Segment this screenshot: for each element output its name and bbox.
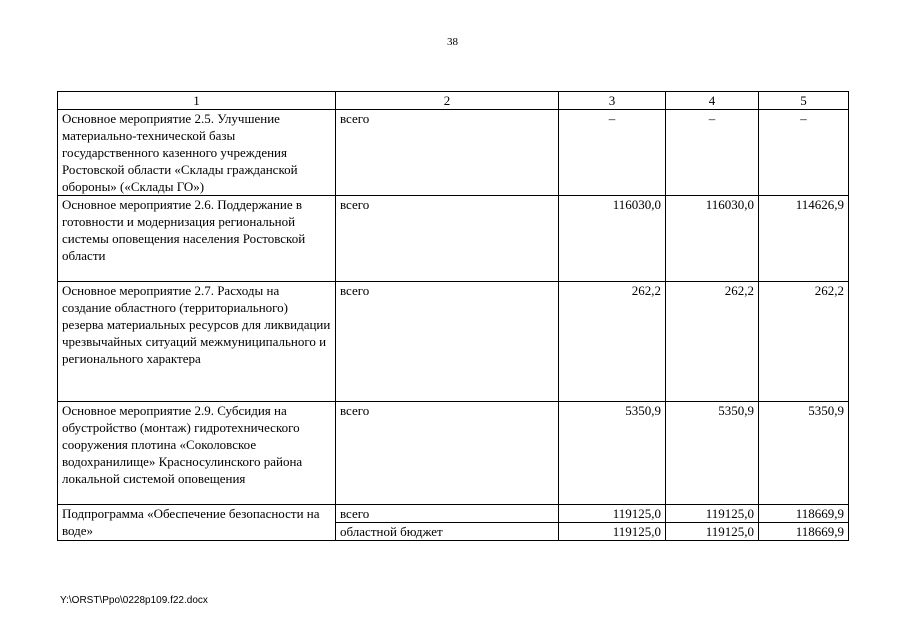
funding-source-cell: всего xyxy=(336,196,559,282)
table-row xyxy=(58,110,849,196)
activity-name-cell: Основное мероприятие 2.9. Субсидия на обустройство (монтаж) гидротехнического сооружения плотина «Соколовское водохранилище» Красносулинского района локальной системой оповещения xyxy=(58,402,336,505)
value-cell-col5: 262,2 xyxy=(759,282,849,402)
activity-name-cell: Подпрограмма «Обеспечение безопасности на воде» xyxy=(58,505,336,541)
funding-source-cell: всего xyxy=(336,282,559,402)
value-cell-col3: 119125,0 xyxy=(559,523,666,541)
table-row xyxy=(58,402,849,505)
column-header-3: 3 xyxy=(559,92,666,110)
column-header-4: 4 xyxy=(666,92,759,110)
activity-name-cell: Основное мероприятие 2.5. Улучшение материально-технической базы государственного казенного учреждения Ростовской области «Склады гражданской обороны» («Склады ГО») xyxy=(58,110,336,196)
page-number: 38 xyxy=(447,36,458,48)
column-header-2: 2 xyxy=(336,92,559,110)
activity-name-cell: Основное мероприятие 2.7. Расходы на создание областного (территориального) резерва материальных ресурсов для ликвидации чрезвычайных ситуаций межмуниципального и регионального характера xyxy=(58,282,336,402)
funding-source-cell: областной бюджет xyxy=(336,523,559,541)
value-cell-col5: 5350,9 xyxy=(759,402,849,505)
value-cell-col3: 5350,9 xyxy=(559,402,666,505)
value-cell-col5: 114626,9 xyxy=(759,196,849,282)
funding-source-cell: всего xyxy=(336,505,559,523)
table-row xyxy=(58,505,849,523)
value-cell-col3: – xyxy=(559,110,666,196)
value-cell-col3: 119125,0 xyxy=(559,505,666,523)
value-cell-col4: 5350,9 xyxy=(666,402,759,505)
funding-source-cell: всего xyxy=(336,402,559,505)
budget-table xyxy=(57,91,849,541)
document-file-path: Y:\ORST\Ppo\0228p109.f22.docx xyxy=(60,595,208,606)
value-cell-col4: 262,2 xyxy=(666,282,759,402)
value-cell-col3: 262,2 xyxy=(559,282,666,402)
activity-name-cell: Основное мероприятие 2.6. Поддержание в готовности и модернизация региональной системы оповещения населения Ростовской области xyxy=(58,196,336,282)
table-row xyxy=(58,282,849,402)
column-header-5: 5 xyxy=(759,92,849,110)
value-cell-col5: 118669,9 xyxy=(759,505,849,523)
value-cell-col4: 119125,0 xyxy=(666,505,759,523)
table-header-row xyxy=(58,92,849,110)
column-header-1: 1 xyxy=(58,92,336,110)
funding-source-cell: всего xyxy=(336,110,559,196)
value-cell-col3: 116030,0 xyxy=(559,196,666,282)
value-cell-col4: 119125,0 xyxy=(666,523,759,541)
value-cell-col4: 116030,0 xyxy=(666,196,759,282)
value-cell-col5: – xyxy=(759,110,849,196)
value-cell-col5: 118669,9 xyxy=(759,523,849,541)
table-row xyxy=(58,196,849,282)
value-cell-col4: – xyxy=(666,110,759,196)
